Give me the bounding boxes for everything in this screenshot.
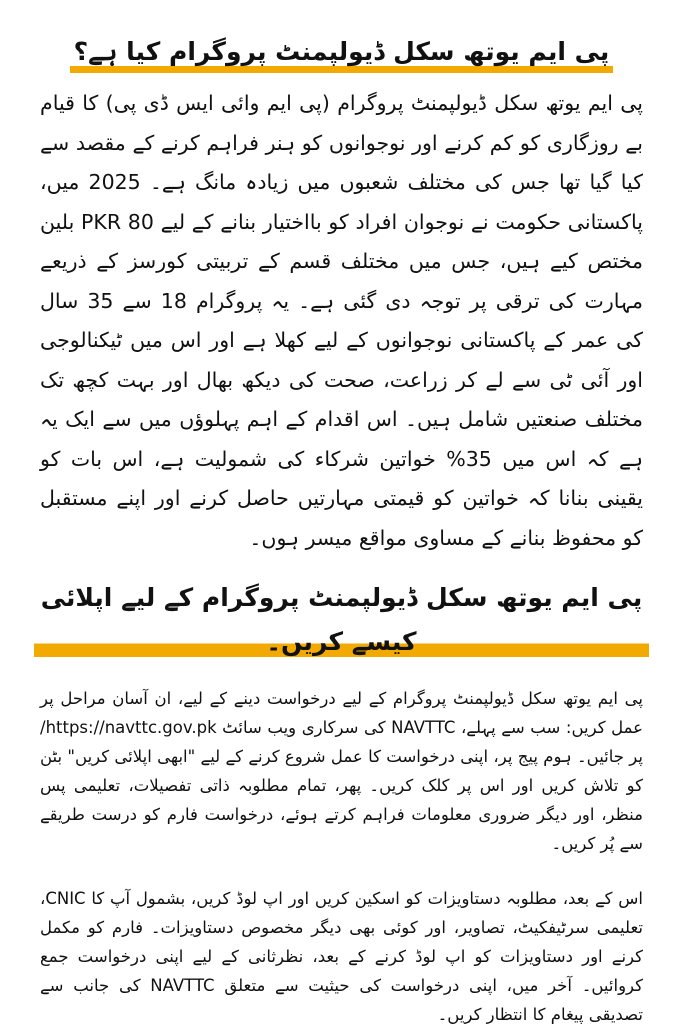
heading-what-is-program-text: پی ایم یوتھ سکل ڈیولپمنٹ پروگرام کیا ہے؟ xyxy=(70,30,614,80)
heading-what-is-program xyxy=(34,30,649,80)
apply-paragraph-1: پی ایم یوتھ سکل ڈیولپمنٹ پروگرام کے لیے درخواست دینے کے لیے، ان آسان مراحل پر عمل کریں: سب سے پہلے، NAVTTC کی سرکاری ویب سائٹ https://navttc.gov.pk/ پر جائیں۔ ہوم پیج پر، اپنی درخواست کا عمل شروع کرنے کے لیے "ابھی اپلائی کریں" بٹن کو تلاش کریں اور اس پر کلک کریں۔ پھر، تمام مطلوبہ ذاتی تفصیلات، تعلیمی پس منظر، اور دیگر ضروری معلومات فراہم کرتے ہوئے، درخواست فارم کو درست طریقے سے پُر کریں۔ xyxy=(40,689,643,853)
intro-paragraph: پی ایم یوتھ سکل ڈیولپمنٹ پروگرام (پی ایم وائی ایس ڈی پی) کا قیام بے روزگاری کو کم کرنے اور نوجوانوں کو ہنر فراہم کرنے کے مقصد سے کیا گیا تھا جس کی مختلف شعبوں میں زیادہ مانگ ہے۔ 2025 میں، پاکستانی حکومت نے نوجوان افراد کو بااختیار بنانے کے لیے PKR 80 بلین مختص کیے ہیں، جس میں مختلف قسم کے تربیتی کورسز کے ذریعے مہارت کی ترقی پر توجہ دی گئی ہے۔ یہ پروگرام 18 سے 35 سال کی عمر کے پاکستانی نوجوانوں کے لیے کھلا ہے اور اس میں ٹیکنالوجی اور آئی ٹی سے لے کر زراعت، صحت کی دیکھ بھال اور بہت کچھ تک مختلف صنعتیں شامل ہیں۔ اس اقدام کے اہم پہلوؤں میں سے ایک یہ ہے کہ اس میں 35% خواتین شرکاء کی شمولیت ہے، اس بات کو یقینی بنانا کہ خواتین کو قیمتی مہارتیں حاصل کرنے اور اپنے مستقبل کو محفوظ بنانے کے مساوی مواقع میسر ہوں۔ xyxy=(40,91,643,550)
heading-how-to-apply-text: پی ایم یوتھ سکل ڈیولپمنٹ پروگرام کے لیے اپلائی کیسے کریں۔ xyxy=(34,576,649,670)
apply-paragraph-2: اس کے بعد، مطلوبہ دستاویزات کو اسکین کریں اور اپ لوڈ کریں، بشمول آپ کا CNIC، تعلیمی سرٹیفکیٹ، تصاویر، اور کوئی بھی دیگر مخصوص دستاویزات۔ فارم کو مکمل کرنے اور دستاویزات کو اپ لوڈ کرنے کے بعد، نظرثانی کے لیے اپنی درخواست جمع کروائیں۔ آخر میں، اپنی درخواست کی حیثیت سے متعلق NAVTTC کی جانب سے تصدیقی پیغام کا انتظار کریں۔ xyxy=(40,889,643,1024)
heading-how-to-apply xyxy=(34,576,649,670)
